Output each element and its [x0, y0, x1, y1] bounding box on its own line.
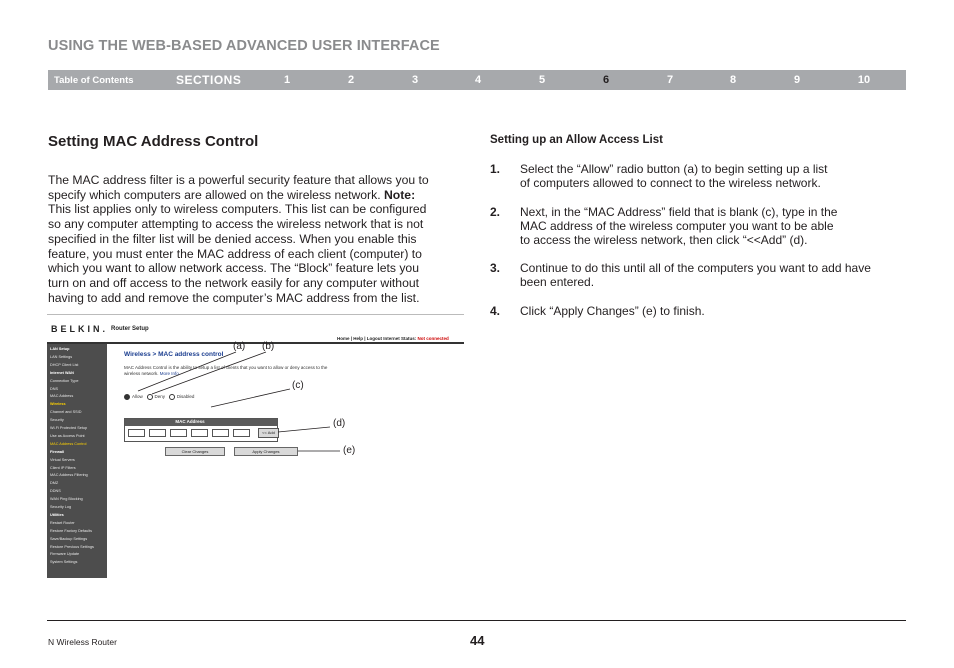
- para-line: so any computer attempting to access the wireless network that is not: [48, 217, 424, 232]
- nav-section-7[interactable]: 7: [666, 74, 674, 86]
- callout-e: (e): [343, 445, 356, 456]
- step-line: Next, in the “MAC Address” field that is blank (c), type in the: [520, 205, 838, 219]
- nav-section-9[interactable]: 9: [793, 74, 801, 86]
- note-label: Note:: [384, 187, 416, 202]
- sidebar-item[interactable]: DNS: [50, 386, 59, 391]
- sidebar-item[interactable]: Restore Factory Defaults: [50, 528, 92, 533]
- clear-changes-button[interactable]: Clear Changes: [165, 447, 225, 456]
- para-line: This list applies only to wireless computers. This list can be configured: [48, 202, 427, 217]
- callout-a: (a): [233, 341, 246, 352]
- nav-section-5[interactable]: 5: [538, 74, 546, 86]
- para-line: having to add and remove the computer’s MAC address from the list.: [48, 290, 420, 305]
- footer-rule: [47, 620, 906, 621]
- belkin-logo: BELKIN.: [51, 324, 108, 334]
- callout-b: (b): [262, 341, 275, 352]
- allow-label: Allow: [132, 394, 143, 400]
- nav-section-1[interactable]: 1: [283, 74, 291, 86]
- desc-line: MAC Address Control is the ability to setup a list of clients that you want to allow or deny access to the: [124, 365, 328, 370]
- sidebar-item[interactable]: DDNS: [50, 489, 61, 494]
- para-line-text: specify which computers are allowed on the wireless network.: [48, 187, 381, 202]
- callout-line-b: [152, 352, 266, 394]
- router-setup-title: Router Setup: [111, 326, 149, 332]
- nav-section-3[interactable]: 3: [411, 74, 419, 86]
- top-links-text[interactable]: Home | Help | Logout Internet Status:: [337, 336, 417, 341]
- para-line: which you want to allow network access. The “Block” feature lets you: [48, 261, 419, 276]
- step-line: MAC address of the wireless computer you want to be able: [520, 219, 834, 234]
- internet-status: Not connected: [417, 336, 449, 341]
- sidebar-item[interactable]: DHCP Client List: [50, 362, 79, 367]
- disabled-label: Disabled: [176, 394, 195, 400]
- deny-label: Deny: [154, 394, 166, 400]
- sidebar-item[interactable]: MAC Address Filtering: [50, 473, 88, 478]
- nav-section-8[interactable]: 8: [729, 74, 737, 86]
- sidebar-item[interactable]: Virtual Servers: [50, 457, 75, 462]
- sidebar-item[interactable]: MAC Address: [50, 394, 74, 399]
- router-page-title: Wireless > MAC address control: [124, 351, 224, 358]
- callout-line-d: [278, 427, 330, 432]
- callout-c: (c): [292, 380, 304, 391]
- step-line: been entered.: [520, 275, 595, 290]
- callout-d: (d): [333, 418, 346, 429]
- para-line: turn on and off access to the network easily for any computer without: [48, 275, 420, 290]
- sidebar-item[interactable]: System Settings: [50, 560, 78, 565]
- sidebar-item[interactable]: Wi-Fi Protected Setup: [50, 426, 88, 430]
- page-number: 44: [470, 633, 485, 648]
- sidebar-item[interactable]: Wireless: [50, 402, 66, 407]
- sidebar-item[interactable]: Channel and SSID: [50, 410, 82, 415]
- sidebar-item[interactable]: Save/Backup Settings: [50, 536, 88, 541]
- step-line: to access the wireless network, then click “<<Add” (d).: [520, 233, 808, 248]
- toc-link[interactable]: Table of Contents: [54, 75, 134, 86]
- left-heading: Setting MAC Address Control: [48, 133, 259, 150]
- sidebar-item[interactable]: Security: [50, 418, 64, 423]
- sidebar-item[interactable]: Connection Type: [50, 378, 79, 383]
- step-line: Continue to do this until all of the computers you want to add have: [520, 261, 871, 275]
- footer-product: N Wireless Router: [48, 637, 117, 647]
- sidebar-item[interactable]: LAN Settings: [50, 354, 73, 359]
- callout-line-c: [211, 389, 290, 407]
- mac-address-header: MAC Address: [175, 419, 205, 424]
- right-heading: Setting up an Allow Access List: [490, 134, 663, 146]
- sections-label: SECTIONS: [176, 73, 242, 87]
- nav-section-10[interactable]: 10: [857, 74, 871, 86]
- step-number: 4.: [490, 304, 501, 318]
- step-number: 2.: [490, 205, 501, 219]
- para-line: The MAC address filter is a powerful security feature that allows you to: [48, 173, 429, 187]
- para-line: specified in the filter list will be denied access. When you enable this: [48, 231, 417, 246]
- nav-section-6-active[interactable]: 6: [602, 74, 610, 86]
- sidebar-item[interactable]: WAN Ping Blocking: [50, 497, 83, 502]
- para-line: feature, you must enter the MAC address of each client (computer) to: [48, 246, 422, 261]
- step-line: of computers allowed to connect to the wireless network.: [520, 176, 821, 191]
- sidebar-item[interactable]: Security Log: [50, 505, 72, 509]
- step-line: Click “Apply Changes” (e) to finish.: [520, 304, 705, 318]
- sidebar-item[interactable]: LAN Setup: [50, 347, 70, 351]
- sidebar-item[interactable]: Restart Router: [50, 520, 75, 525]
- more-info-link[interactable]: More Info: [159, 370, 179, 376]
- apply-changes-button[interactable]: Apply Changes: [234, 447, 298, 456]
- sidebar-item[interactable]: MAC Address Control: [50, 441, 87, 446]
- sidebar-item[interactable]: Firewall: [50, 449, 65, 454]
- sidebar-item[interactable]: Firmware Update: [50, 552, 80, 557]
- desc-text: wireless network.: [124, 370, 159, 376]
- nav-section-2[interactable]: 2: [347, 74, 355, 86]
- step-line: Select the “Allow” radio button (a) to begin setting up a list: [520, 162, 828, 176]
- nav-section-4[interactable]: 4: [474, 74, 482, 86]
- section-header: USING THE WEB-BASED ADVANCED USER INTERFACE: [48, 38, 440, 54]
- step-number: 3.: [490, 261, 501, 275]
- step-number: 1.: [490, 162, 501, 176]
- add-button[interactable]: << Add: [258, 428, 279, 438]
- sidebar-item[interactable]: DMZ: [50, 481, 59, 486]
- sidebar-item[interactable]: Use as Access Point: [50, 433, 85, 438]
- sidebar-item[interactable]: Internet WAN: [50, 370, 74, 375]
- sidebar-item[interactable]: Client IP Filters: [50, 465, 76, 470]
- callout-line-a: [138, 352, 236, 391]
- sidebar-item[interactable]: Restore Previous Settings: [50, 544, 94, 549]
- sidebar-item[interactable]: Utilities: [50, 512, 64, 517]
